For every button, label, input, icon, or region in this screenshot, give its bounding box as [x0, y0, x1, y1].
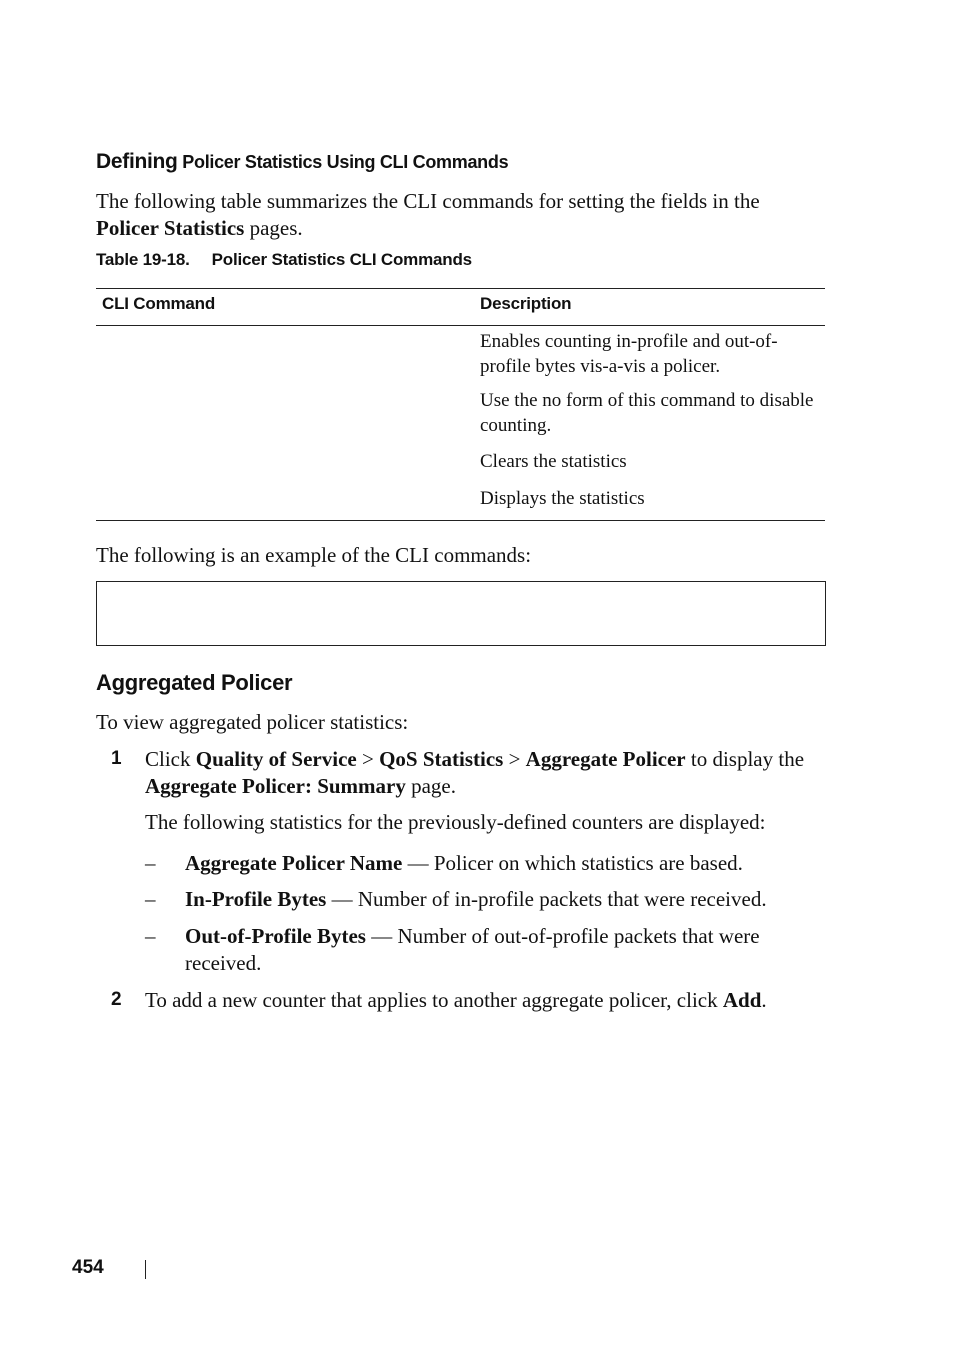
table-row-description: Displays the statistics — [480, 488, 645, 509]
table-header-row — [96, 289, 825, 326]
list-item — [185, 923, 825, 977]
nav-separator: > — [356, 747, 380, 771]
example-intro: The following is an example of the CLI commands: — [96, 543, 532, 567]
nav-quality-of-service: Quality of Service — [195, 747, 357, 771]
step-text: . — [761, 988, 767, 1012]
nav-separator: > — [503, 747, 526, 771]
step-1-subtext: The following statistics for the previously-defined counters are displayed: — [145, 810, 766, 834]
header-description: Description — [480, 294, 572, 313]
step-2-text — [145, 987, 845, 1014]
subsection-heading: Aggregated Policer — [96, 670, 293, 695]
list-dash: – — [145, 851, 156, 875]
to-view-text: To view aggregated policer statistics: — [96, 710, 409, 734]
intro-text: The following table summarizes the CLI commands for setting the fields in the — [96, 189, 760, 213]
table-caption — [96, 250, 472, 270]
field-name: In-Profile Bytes — [185, 887, 327, 911]
list-item — [185, 886, 835, 913]
field-description: — Number of out-of-profile packets that were received. — [185, 924, 760, 975]
header-cli-command: CLI Command — [102, 294, 216, 313]
page-name: Aggregate Policer: Summary — [145, 774, 406, 798]
intro-bold-term: Policer Statistics — [96, 216, 245, 240]
nav-aggregate-policer: Aggregate Policer — [525, 747, 686, 771]
step-text: page. — [405, 774, 457, 798]
field-description: — Policer on which statistics are based. — [402, 851, 743, 875]
step-text: To add a new counter that applies to another aggregate policer, click — [145, 988, 723, 1012]
list-item — [185, 850, 835, 877]
list-dash: – — [145, 887, 156, 911]
step-number: 1 — [111, 748, 122, 769]
nav-qos-statistics: QoS Statistics — [379, 747, 504, 771]
intro-paragraph — [96, 188, 826, 242]
step-1-text — [145, 746, 825, 800]
page-number: 454 — [72, 1257, 104, 1278]
table-row-description: Enables counting in-profile and out-of-profile bytes vis-a-vis a policer. — [480, 331, 778, 377]
table-caption-number: Table 19-18. — [96, 250, 190, 269]
table-row-description: Use the no form of this command to disable counting. — [480, 390, 814, 436]
cli-commands-table — [96, 288, 825, 521]
intro-text-end: pages. — [244, 216, 303, 240]
list-dash: – — [145, 924, 156, 948]
table-caption-title: Policer Statistics CLI Commands — [211, 250, 472, 269]
section-heading-lead: Defining — [96, 150, 178, 173]
section-heading-rest: Policer Statistics Using CLI Commands — [177, 152, 509, 172]
field-name: Out-of-Profile Bytes — [185, 924, 366, 948]
add-term: Add — [722, 988, 762, 1012]
section-heading — [96, 150, 508, 174]
field-name: Aggregate Policer Name — [185, 851, 403, 875]
step-text: to display the — [685, 747, 805, 771]
table-row-description: Clears the statistics — [480, 451, 627, 472]
code-example-box — [96, 581, 826, 646]
footer-divider — [145, 1260, 146, 1279]
step-number: 2 — [111, 989, 122, 1010]
field-description: — Number of in-profile packets that were received. — [326, 887, 767, 911]
step-text: Click — [145, 747, 196, 771]
